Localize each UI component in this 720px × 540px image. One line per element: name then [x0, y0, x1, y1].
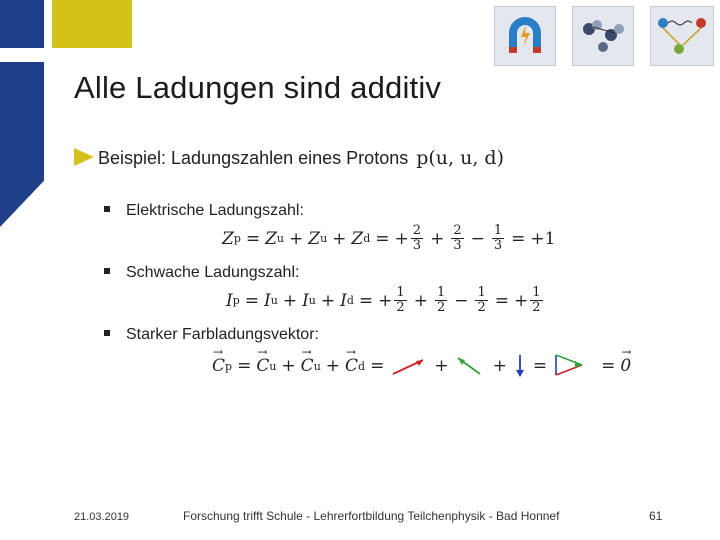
color-charge-equation: → C p = → C u + → C u + → C d = + + = = → 0 [212, 353, 631, 379]
slide-title: Alle Ladungen sind additiv [74, 70, 442, 105]
footer-text: Forschung trifft Schule - Lehrerfortbildung Teilchenphysik - Bad Honnef [183, 509, 560, 523]
list-item-label: Elektrische Ladungszahl: [126, 202, 304, 219]
particle-collision-thumbnail-icon [572, 6, 634, 66]
decor-blue-side-bar [0, 62, 44, 227]
page-number: 61 [649, 509, 663, 523]
list-item-label: Schwache Ladungszahl: [126, 264, 300, 281]
square-bullet-icon [104, 206, 110, 212]
green-color-vector-icon [454, 354, 488, 378]
color-triangle-sum-icon [552, 353, 596, 379]
list-item [104, 264, 299, 282]
square-bullet-icon [104, 330, 110, 336]
feynman-diagram-thumbnail-icon [650, 6, 714, 66]
list-item-label: Starker Farbladungsvektor: [126, 326, 319, 343]
footer-date: 21.03.2019 [74, 511, 130, 523]
main-bullet [74, 146, 504, 169]
weak-charge-equation: I p = I u + I u + I d = + $\frac{1}{2}$ + $\frac{1}{2}$ − $\frac{1}{2}$ = + $\frac{1}{2}$ [226, 285, 541, 315]
red-color-vector-icon [389, 354, 429, 378]
list-item [104, 326, 319, 344]
blue-color-vector-icon [512, 353, 528, 379]
list-item [104, 202, 304, 220]
square-bullet-icon [104, 268, 110, 274]
magnet-thumbnail-icon [494, 6, 556, 66]
main-bullet-math: p(u, u, d) [416, 147, 505, 169]
electric-charge-equation: Z p = Z u + Z u + Z d = + $\frac{2}{3}$ + $\frac{2}{3}$ − $\frac{1}{3}$ = +1 [222, 223, 556, 253]
triangle-bullet-icon [74, 148, 94, 166]
main-bullet-text: Beispiel: Ladungszahlen eines Protons [98, 148, 409, 168]
decor-blue-square [0, 0, 44, 48]
decor-yellow-bar [52, 0, 132, 48]
